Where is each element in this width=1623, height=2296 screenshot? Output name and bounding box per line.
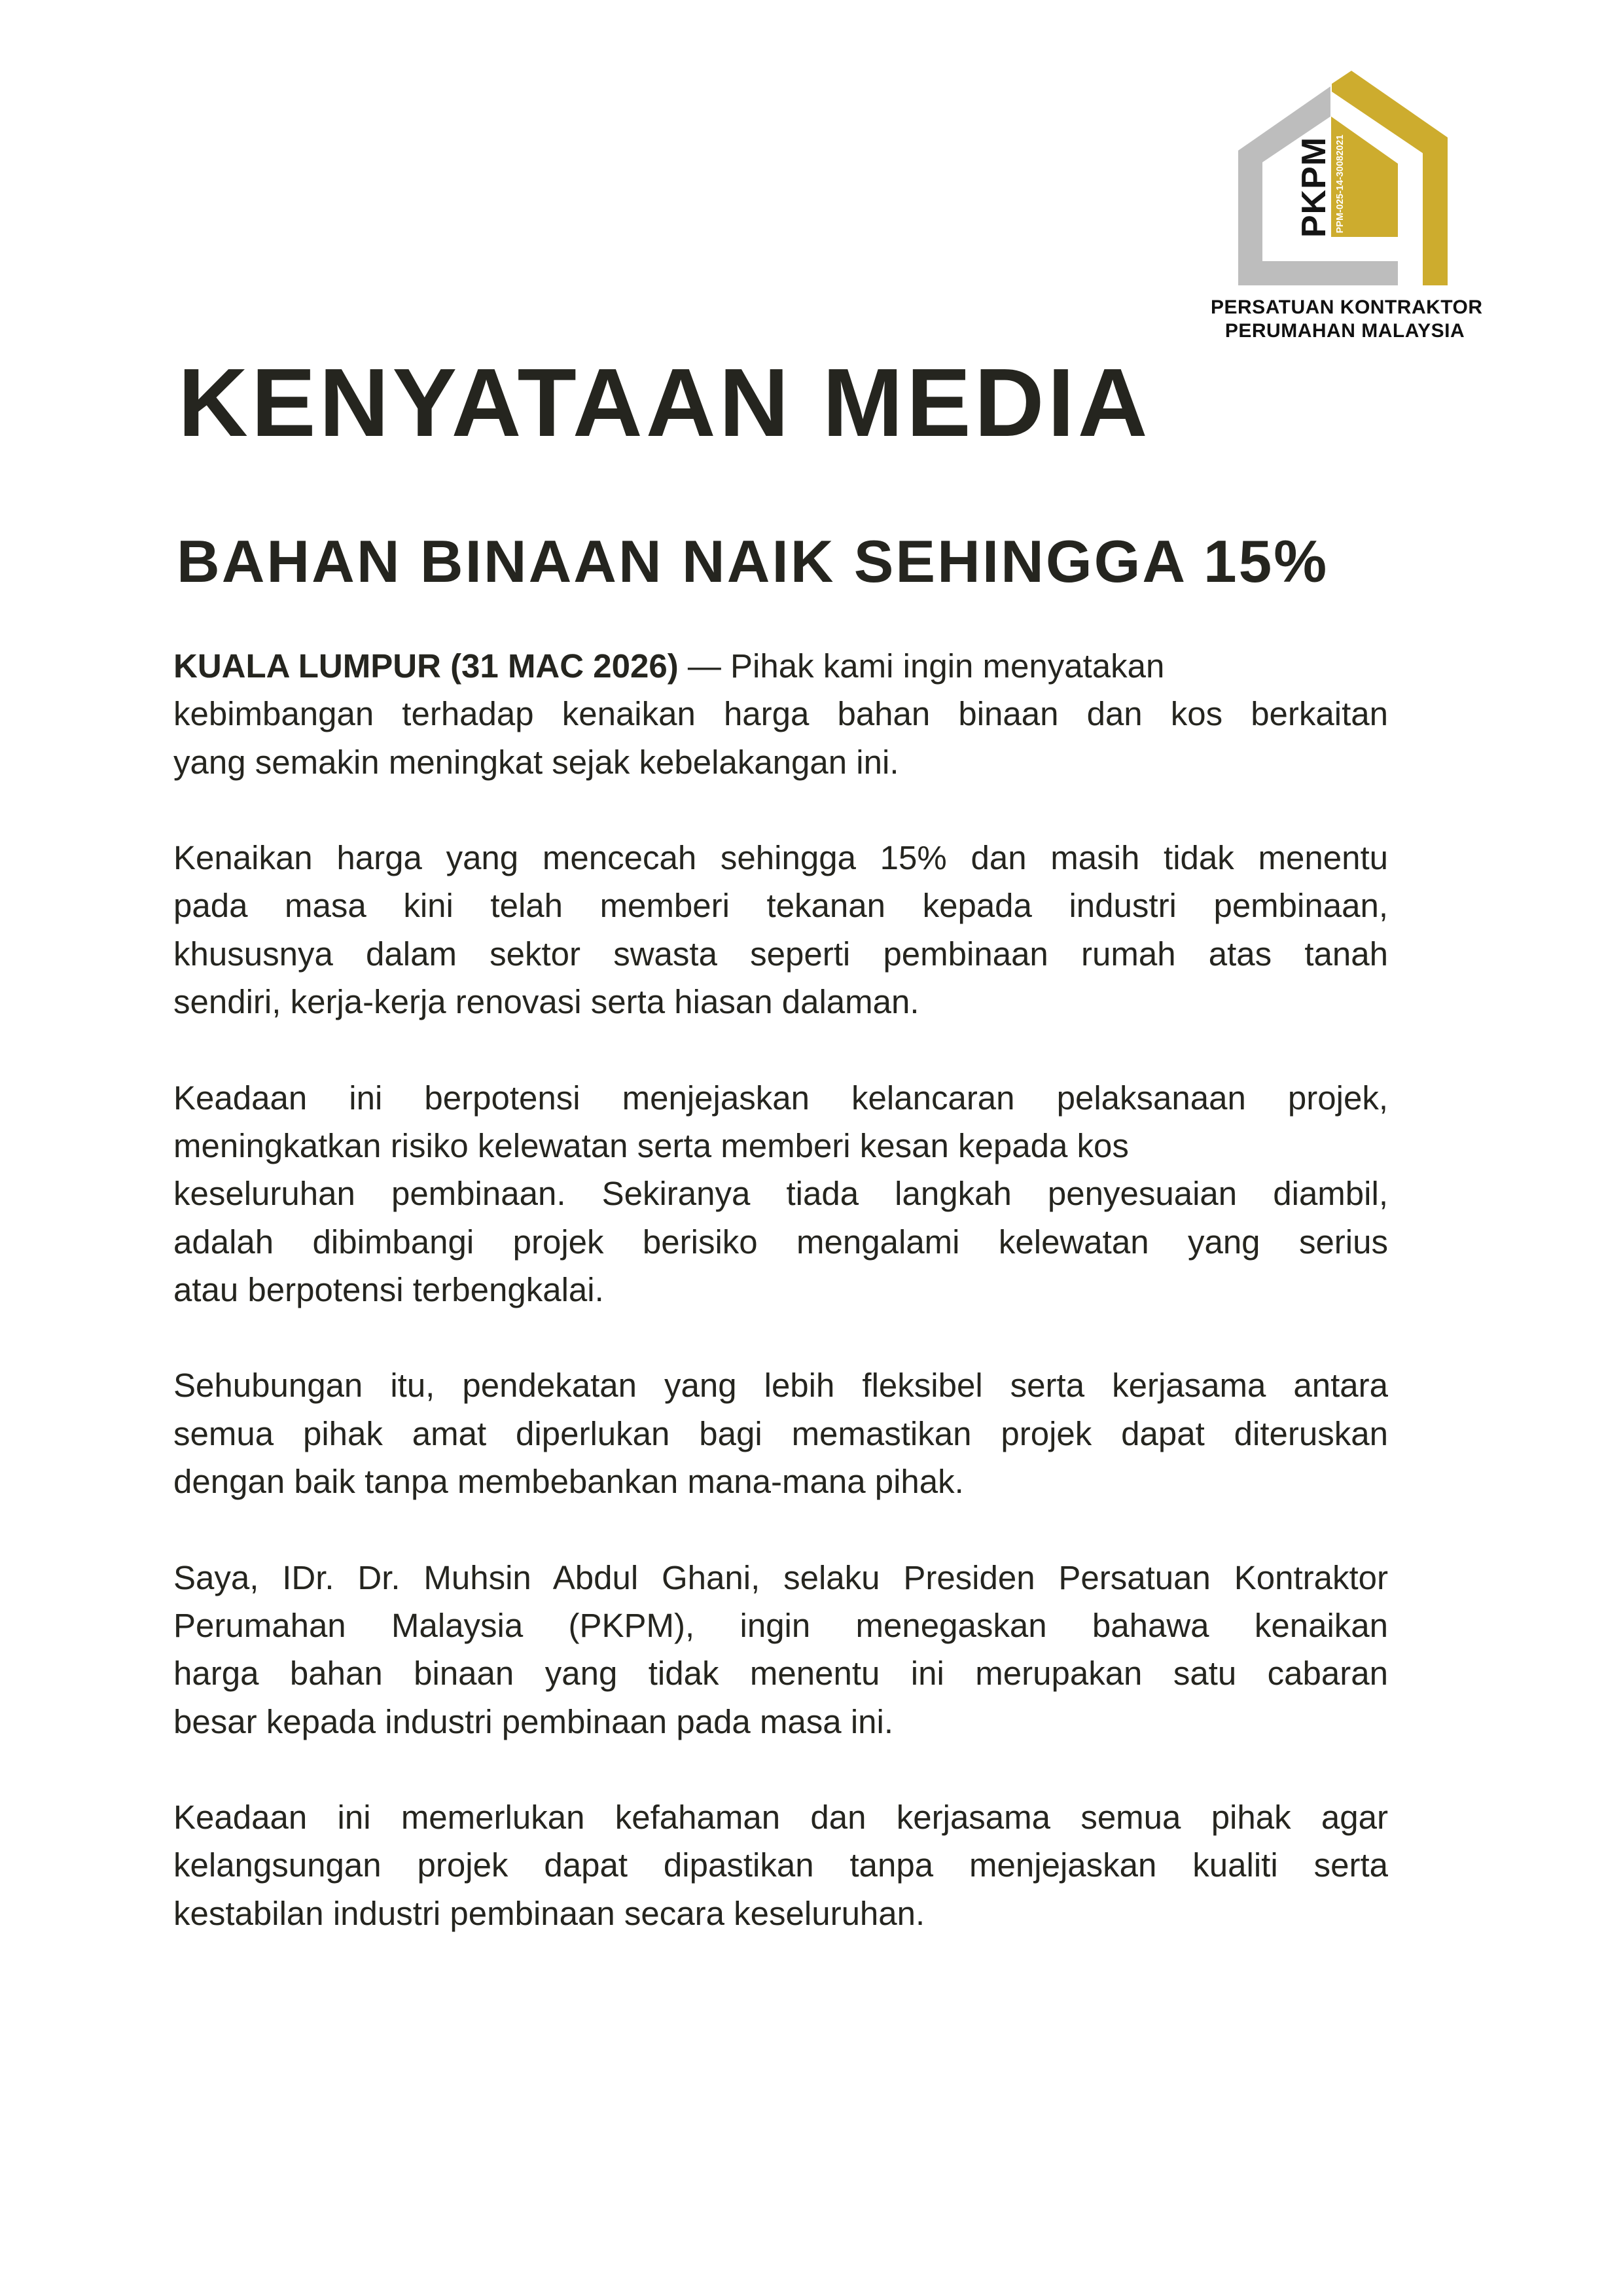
text-line: Saya, IDr. Dr. Muhsin Abdul Ghani, selaku Presiden Persatuan Kontraktor [173,1558,1388,1596]
text-line: Sehubungan itu, pendekatan yang lebih fleksibel serta kerjasama antara [173,1367,1388,1405]
logo-caption-line1: PERSATUAN KONTRAKTOR [1211,296,1483,318]
text-line: dengan baik tanpa membebankan mana-mana pihak. [173,1463,964,1501]
text-line: khususnya dalam sektor swasta seperti pembinaan rumah atas tanah [173,935,1388,973]
text-line: kelangsungan projek dapat dipastikan tanpa menjejaskan kualiti serta [173,1846,1388,1884]
text-line: adalah dibimbangi projek berisiko mengalami kelewatan yang serius [173,1223,1388,1261]
paragraph-4 [173,1361,1388,1505]
text-line: atau berpotensi terbengkalai. [173,1270,604,1308]
paragraph-2 [173,834,1388,1026]
paragraph-5 [173,1554,1388,1746]
dateline: KUALA LUMPUR (31 MAC 2026) [173,647,679,685]
paragraph-1 [173,642,1388,786]
text-line [173,642,1388,690]
page-title: KENYATAAN MEDIA [178,349,1151,457]
logo-caption-line2: PERUMAHAN MALAYSIA [1224,320,1465,342]
text-span: — Pihak kami ingin menyatakan [678,647,1165,685]
text-line: pada masa kini telah memberi tekanan kepada industri pembinaan, [173,887,1388,925]
paragraph-6 [173,1793,1388,1937]
logo-registration-number: PPM-025-14-30082021 [1335,134,1346,234]
text-line: Perumahan Malaysia (PKPM), ingin menegaskan bahawa kenaikan [173,1606,1388,1644]
headline: BAHAN BINAAN NAIK SEHINGGA 15% [177,529,1329,595]
text-line: meningkatkan risiko kelewatan serta memberi kesan kepada kos [173,1126,1129,1164]
paragraph-3 [173,1074,1388,1314]
text-line: semua pihak amat diperlukan bagi memastikan projek dapat diteruskan [173,1414,1388,1452]
text-line: kestabilan industri pembinaan secara keseluruhan. [173,1894,925,1932]
text-line: besar kepada industri pembinaan pada masa ini. [173,1702,894,1740]
text-line: Keadaan ini memerlukan kefahaman dan kerjasama semua pihak agar [173,1799,1388,1837]
text-line: yang semakin meningkat sejak kebelakangan ini. [173,743,899,781]
text-line: sendiri, kerja-kerja renovasi serta hiasan dalaman. [173,983,919,1021]
text-line: kebimbangan terhadap kenaikan harga bahan binaan dan kos berkaitan [173,695,1388,733]
pkpm-logo [1211,59,1486,353]
text-line: Kenaikan harga yang mencecah sehingga 15% dan masih tidak menentu [173,839,1388,877]
logo-acronym: PKPM [1295,136,1333,238]
statement-body [173,642,1388,1985]
text-line: Keadaan ini berpotensi menjejaskan kelancaran pelaksanaan projek, [173,1079,1388,1117]
text-line: harga bahan binaan yang tidak menentu ini merupakan satu cabaran [173,1655,1388,1693]
text-line: keseluruhan pembinaan. Sekiranya tiada langkah penyesuaian diambil, [173,1175,1388,1213]
house-logo-icon [1211,59,1486,295]
